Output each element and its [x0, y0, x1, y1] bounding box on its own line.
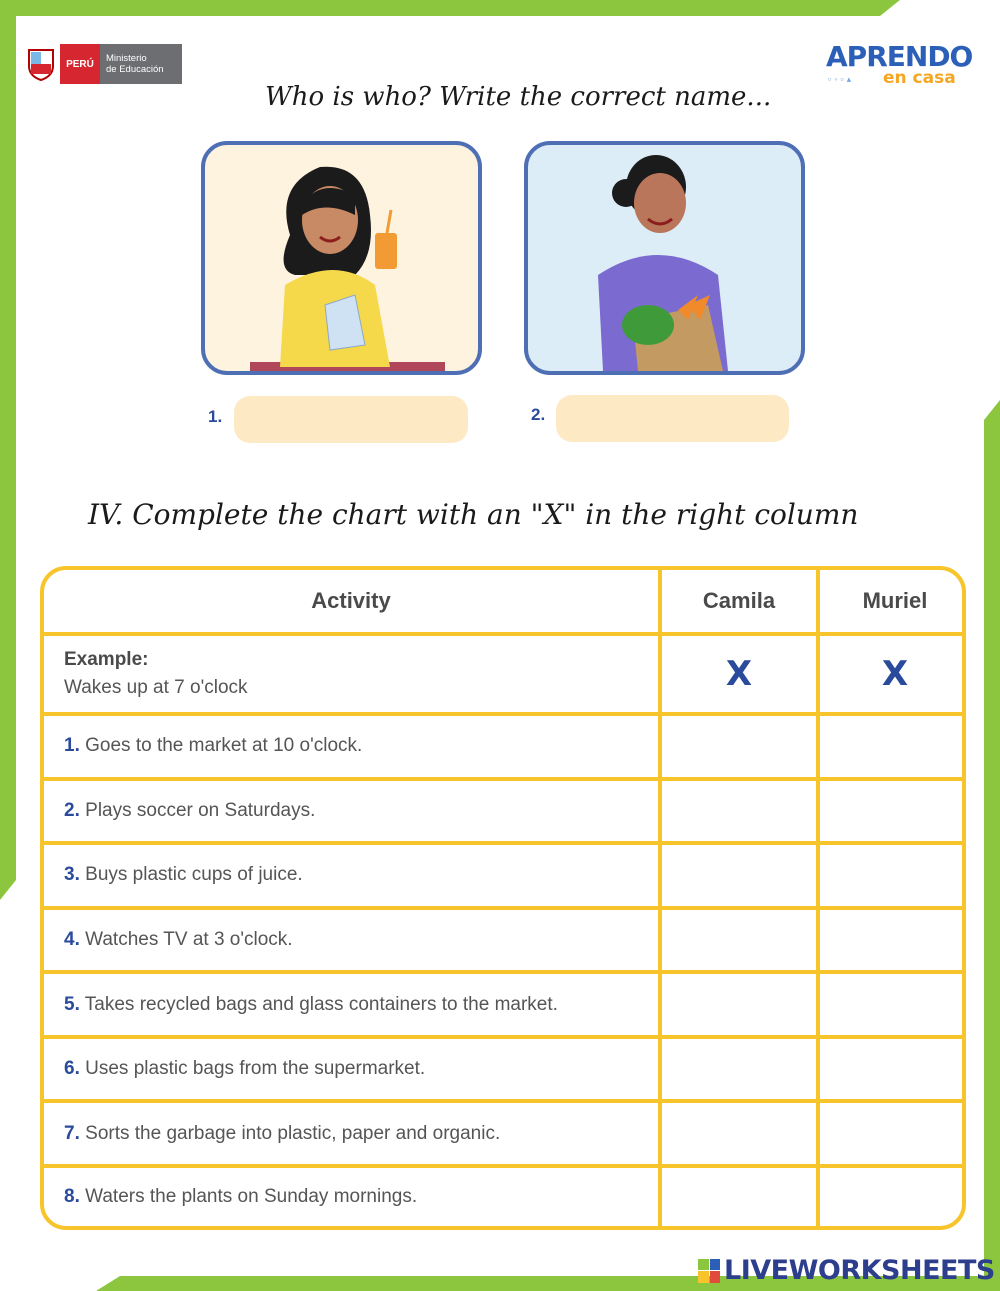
- woman-bag-illustration-icon: [528, 145, 801, 371]
- column-activity: Activity: [44, 570, 660, 634]
- row-1-camila-cell[interactable]: [660, 714, 818, 779]
- table-row: [44, 714, 966, 779]
- aprendo-en-casa-logo: [826, 40, 976, 90]
- row-2-muriel-cell[interactable]: [818, 779, 966, 844]
- activity-table: [44, 570, 966, 1226]
- row-activity: Plays soccer on Saturdays.: [85, 799, 316, 821]
- chart-instructions-title: IV. Complete the chart with an "X" in the right column: [88, 498, 859, 531]
- liveworksheets-cube-icon: [698, 1259, 720, 1283]
- row-activity: Waters the plants on Sunday mornings.: [85, 1185, 418, 1207]
- brand-big: APRENDO: [826, 40, 973, 73]
- coat-of-arms-icon: [26, 46, 56, 82]
- row-7-muriel-cell[interactable]: [818, 1101, 966, 1166]
- answer-2-number: 2.: [531, 405, 546, 424]
- row-number: 6.: [64, 1058, 80, 1080]
- row-7-camila-cell[interactable]: [660, 1101, 818, 1166]
- row-number: 5.: [64, 993, 80, 1015]
- row-5-muriel-cell[interactable]: [818, 972, 966, 1037]
- row-number: 8.: [64, 1185, 80, 1207]
- row-4-camila-cell[interactable]: [660, 908, 818, 973]
- example-cell: [44, 634, 660, 714]
- row-number: 7.: [64, 1122, 80, 1144]
- who-is-who-title: Who is who? Write the correct name...: [265, 82, 772, 112]
- row-activity: Watches TV at 3 o'clock.: [85, 928, 293, 950]
- row-number: 2.: [64, 799, 80, 821]
- ministry-name: Ministerio de Educación: [100, 44, 182, 84]
- answer-1-input[interactable]: [234, 396, 468, 443]
- ministry-country: PERÚ: [60, 44, 100, 84]
- ministry-logo: [26, 44, 182, 84]
- table-row: [44, 972, 966, 1037]
- row-3-camila-cell[interactable]: [660, 843, 818, 908]
- table-row: [44, 1101, 966, 1166]
- row-1-muriel-cell[interactable]: [818, 714, 966, 779]
- row-4-muriel-cell[interactable]: [818, 908, 966, 973]
- example-camila-mark: X: [660, 634, 818, 714]
- answer-1-number: 1.: [208, 407, 223, 426]
- row-8-muriel-cell[interactable]: [818, 1166, 966, 1226]
- row-5-camila-cell[interactable]: [660, 972, 818, 1037]
- example-muriel-mark: X: [818, 634, 966, 714]
- row-number: 1.: [64, 735, 80, 757]
- table-row: [44, 1037, 966, 1102]
- picture-woman-with-bag: [524, 141, 805, 375]
- column-muriel: Muriel: [818, 570, 966, 634]
- row-number: 4.: [64, 928, 80, 950]
- row-3-muriel-cell[interactable]: [818, 843, 966, 908]
- liveworksheets-brand: LIVEWORKSHEETS: [724, 1255, 995, 1286]
- table-row-example: [44, 634, 966, 714]
- row-activity: Takes recycled bags and glass containers to the market.: [84, 993, 558, 1015]
- row-8-camila-cell[interactable]: [660, 1166, 818, 1226]
- activity-chart: [40, 566, 966, 1230]
- row-activity: Goes to the market at 10 o'clock.: [85, 735, 363, 757]
- answer-2-input[interactable]: [556, 395, 789, 442]
- picture-girl-with-juice: [201, 141, 482, 375]
- example-label: Example:: [64, 649, 149, 670]
- table-row: [44, 1166, 966, 1226]
- table-row: [44, 843, 966, 908]
- row-6-muriel-cell[interactable]: [818, 1037, 966, 1102]
- column-camila: Camila: [660, 570, 818, 634]
- table-row: [44, 908, 966, 973]
- girl-juice-illustration-icon: [205, 145, 478, 371]
- row-6-camila-cell[interactable]: [660, 1037, 818, 1102]
- brand-small: en casa: [883, 68, 956, 88]
- liveworksheets-logo: [698, 1255, 995, 1286]
- table-row: [44, 779, 966, 844]
- row-number: 3.: [64, 864, 80, 886]
- row-activity: Uses plastic bags from the supermarket.: [85, 1058, 426, 1080]
- row-activity: Buys plastic cups of juice.: [85, 864, 303, 886]
- row-2-camila-cell[interactable]: [660, 779, 818, 844]
- table-header-row: [44, 570, 966, 634]
- brand-dots-icon: ▫◦▫▴: [828, 74, 855, 84]
- row-activity: Sorts the garbage into plastic, paper and organic.: [85, 1122, 501, 1144]
- example-text: Wakes up at 7 o'clock: [64, 677, 248, 698]
